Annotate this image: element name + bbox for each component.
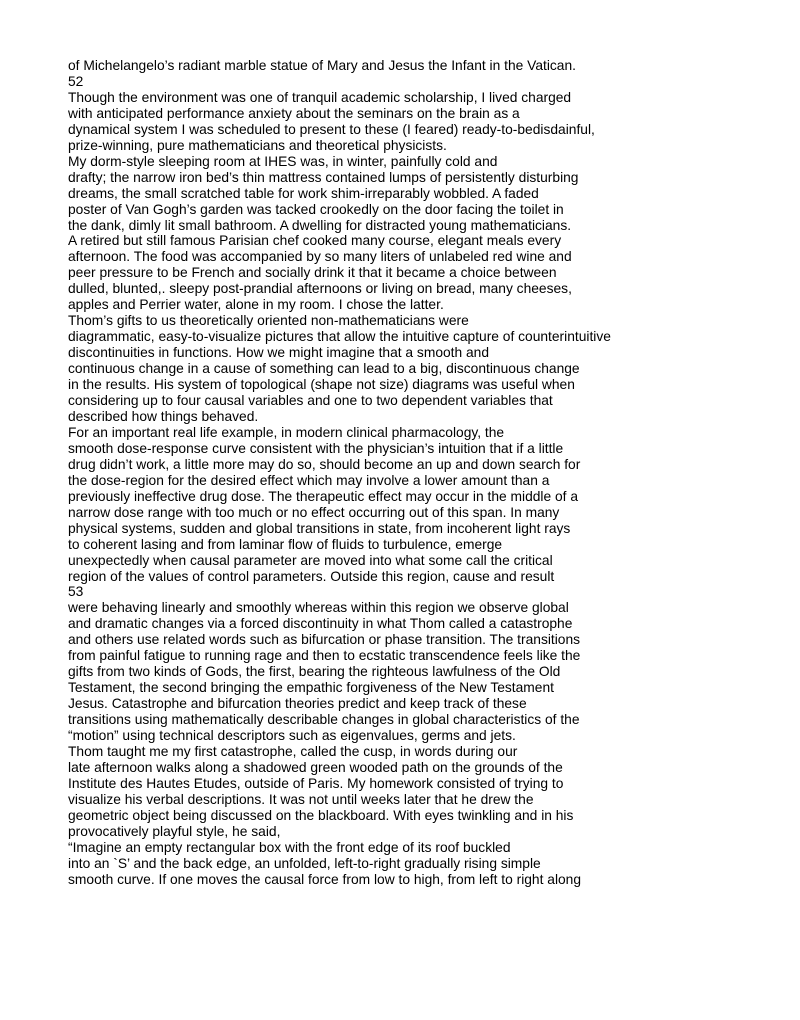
text-line: Testament, the second bringing the empathic forgiveness of the New Testament (68, 680, 554, 696)
text-line: For an important real life example, in modern clinical pharmacology, the (68, 424, 505, 440)
text-line: Thom taught me my first catastrophe, called the cusp, in words during our (68, 743, 518, 759)
text-line: region of the values of control parameters. Outside this region, cause and result (68, 568, 555, 584)
text-line: apples and Perrier water, alone in my room. I chose the latter. (68, 297, 444, 313)
text-line: discontinuities in functions. How we might imagine that a smooth and (68, 345, 490, 361)
text-line: afternoon. The food was accompanied by so many liters of unlabeled red wine and (68, 249, 572, 265)
text-line: continuous change in a cause of something can lead to a big, discontinuous change (68, 361, 580, 377)
page-number: 52 (68, 73, 84, 89)
text-line: previously ineffective drug dose. The therapeutic effect may occur in the middle of a (68, 488, 579, 504)
text-line: transitions using mathematically describable changes in global characteristics of the (68, 712, 580, 728)
text-line: dynamical system I was scheduled to present to these (I feared) ready-to-bedisdainful, (68, 121, 595, 137)
text-line: the dose-region for the desired effect which may involve a lower amount than a (68, 472, 550, 488)
text-line: geometric object being discussed on the blackboard. With eyes twinkling and in his (68, 807, 574, 823)
text-line: visualize his verbal descriptions. It was not until weeks later that he drew the (68, 791, 534, 807)
text-line: Institute des Hautes Etudes, outside of Paris. My homework consisted of trying to (68, 775, 564, 791)
text-line: drafty; the narrow iron bed’s thin mattress contained lumps of persistently disturbing (68, 169, 579, 185)
text-line: the dank, dimly lit small bathroom. A dwelling for distracted young mathematicians. (68, 217, 572, 233)
text-line: “motion” using technical descriptors such as eigenvalues, germs and jets. (68, 728, 516, 744)
text-line: late afternoon walks along a shadowed green wooded path on the grounds of the (68, 759, 563, 775)
text-line: prize-winning, pure mathematicians and theoretical physicists. (68, 137, 447, 153)
text-line: Though the environment was one of tranquil academic scholarship, I lived charged (68, 89, 572, 105)
text-line: smooth dose-response curve consistent with the physician’s intuition that if a little (68, 440, 564, 456)
text-line: drug didn’t work, a little more may do so, should become an up and down search for (68, 456, 581, 472)
text-line: described how things behaved. (68, 408, 259, 424)
text-line: diagrammatic, easy-to-visualize pictures that allow the intuitive capture of counterintuitive (68, 329, 611, 345)
text-line: physical systems, sudden and global transitions in state, from incoherent light rays (68, 520, 571, 536)
page-number: 53 (68, 584, 84, 600)
text-line: in the results. His system of topological (shape not size) diagrams was useful when (68, 377, 575, 393)
text-line: My dorm-style sleeping room at IHES was, in winter, painfully cold and (68, 153, 498, 169)
text-line: smooth curve. If one moves the causal force from low to high, from left to right along (68, 871, 582, 887)
text-line: considering up to four causal variables and one to two dependent variables that (68, 393, 553, 409)
text-line: into an `S’ and the back edge, an unfolded, left-to-right gradually rising simple (68, 855, 541, 871)
text-line: Thom’s gifts to us theoretically oriented non-mathematicians were (68, 313, 469, 329)
text-line: poster of Van Gogh’s garden was tacked crookedly on the door facing the toilet in (68, 201, 564, 217)
text-line: peer pressure to be French and socially drink it that it became a choice between (68, 265, 557, 281)
text-line: unexpectedly when causal parameter are moved into what some call the critical (68, 552, 553, 568)
text-line: to coherent lasing and from laminar flow of fluids to turbulence, emerge (68, 536, 503, 552)
text-line: and others use related words such as bifurcation or phase transition. The transitions (68, 632, 581, 648)
document-body (68, 58, 768, 888)
text-line: A retired but still famous Parisian chef cooked many course, elegant meals every (68, 233, 562, 249)
text-line: “Imagine an empty rectangular box with the front edge of its roof buckled (68, 839, 511, 855)
text-line: Jesus. Catastrophe and bifurcation theories predict and keep track of these (68, 696, 527, 712)
text-line: with anticipated performance anxiety about the seminars on the brain as a (68, 105, 520, 121)
text-line: were behaving linearly and smoothly whereas within this region we observe global (68, 600, 569, 616)
text-line: dulled, blunted,. sleepy post-prandial afternoons or living on bread, many cheeses, (68, 281, 572, 297)
text-line: from painful fatigue to running rage and then to ecstatic transcendence feels like the (68, 648, 581, 664)
text-line: and dramatic changes via a forced discontinuity in what Thom called a catastrophe (68, 616, 573, 632)
text-line: provocatively playful style, he said, (68, 823, 281, 839)
text-line: gifts from two kinds of Gods, the first, bearing the righteous lawfulness of the Old (68, 664, 561, 680)
text-line: dreams, the small scratched table for work shim-irreparably wobbled. A faded (68, 185, 539, 201)
text-line: narrow dose range with too much or no effect occurring out of this span. In many (68, 504, 560, 520)
text-line: of Michelangelo’s radiant marble statue of Mary and Jesus the Infant in the Vatican. (68, 58, 576, 73)
